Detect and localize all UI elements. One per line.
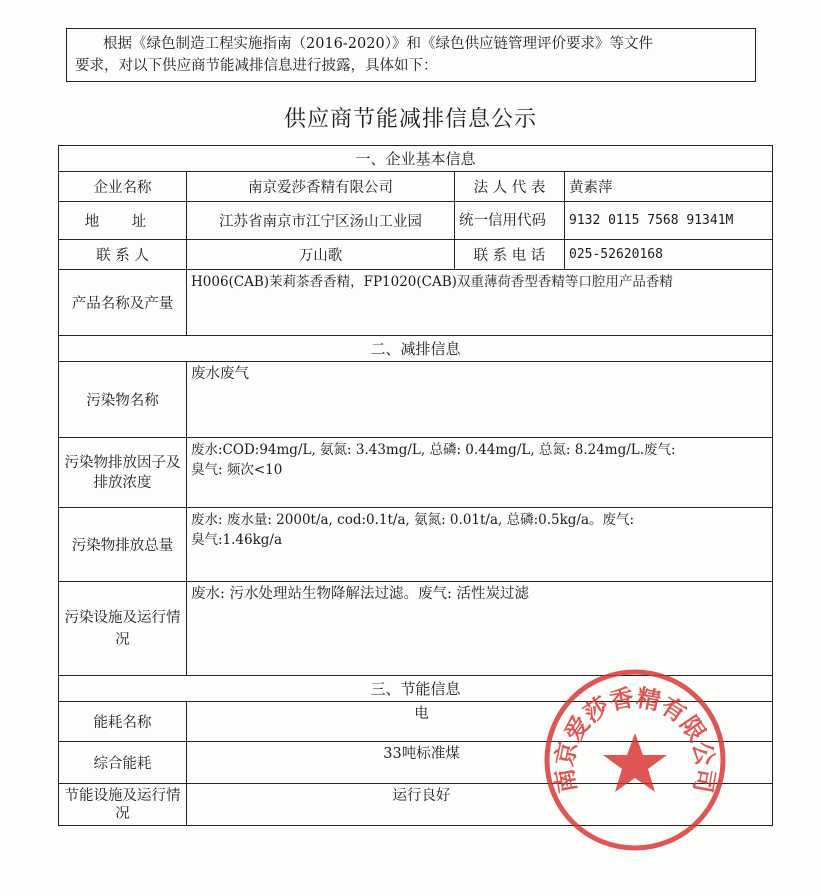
seal-text: 南京爱莎香精有限公司 [549, 682, 721, 796]
intro-line-2: 要求，对以下供应商节能减排信息进行披露，具体如下： [75, 58, 438, 74]
energy-name-value: 电 [187, 702, 773, 742]
energy-name-label: 能耗名称 [59, 702, 187, 742]
saving-facility-value: 运行良好 [187, 784, 773, 826]
credit-code-value: 9132 0115 7568 91341M [565, 202, 773, 240]
emission-factor-cell [187, 438, 773, 508]
product-label: 产品名称及产量 [59, 270, 187, 336]
total-emission-line-2: 臭气:1.46kg/a [191, 532, 283, 548]
total-emission-cell [187, 508, 773, 582]
address-value: 江苏省南京市江宁区汤山工业园 [187, 202, 455, 240]
legal-rep-value: 黄素萍 [565, 172, 773, 202]
phone-value: 025-52620168 [565, 240, 773, 270]
product-value: H006(CAB)茉莉茶香香精，FP1020(CAB)双重薄荷香型香精等口腔用产品香精 [187, 270, 773, 336]
legal-rep-label: 法 人 代 表 [455, 172, 565, 202]
company-name-label: 企业名称 [59, 172, 187, 202]
emission-factor-line-1: 废水:COD:94mg/L, 氨氮: 3.43mg/L, 总磷: 0.44mg/L, 总氮: 8.24mg/L.废气: [191, 442, 676, 458]
pollutant-name-label: 污染物名称 [59, 362, 187, 438]
contact-label: 联 系 人 [59, 240, 187, 270]
company-seal [540, 665, 730, 855]
section-heading-basic: 一、企业基本信息 [59, 146, 773, 172]
emission-factor-line-2: 臭气: 频次<10 [191, 462, 283, 478]
emission-factor-label: 污染物排放因子及排放浓度 [59, 438, 187, 508]
credit-code-label: 统一信用代码 [455, 202, 565, 240]
company-name-value: 南京爱莎香精有限公司 [187, 172, 455, 202]
page-title: 供应商节能减排信息公示 [283, 107, 537, 132]
total-energy-label: 综合能耗 [59, 742, 187, 784]
seal-star-icon [603, 733, 667, 792]
phone-label: 联 系 电 话 [455, 240, 565, 270]
section-heading-energy: 三、节能信息 [59, 676, 773, 702]
address-label: 地 址 [59, 202, 187, 240]
section-heading-emission: 二、减排信息 [59, 336, 773, 362]
intro-box [66, 28, 756, 82]
saving-facility-label: 节能设施及运行情况 [59, 784, 187, 826]
total-energy-value: 33吨标准煤 [187, 742, 773, 784]
contact-value: 万山歌 [187, 240, 455, 270]
intro-line-1: 根据《绿色制造工程实施指南（2016-2020）》和《绿色供应链管理评价要求》等文件 [103, 36, 653, 52]
facility-value: 废水: 污水处理站生物降解法过滤。废气: 活性炭过滤 [187, 582, 773, 676]
total-emission-label: 污染物排放总量 [59, 508, 187, 582]
pollutant-name-value: 废水废气 [187, 362, 773, 438]
facility-label: 污染设施及运行情况 [59, 582, 187, 676]
total-emission-line-1: 废水: 废水量: 2000t/a, cod:0.1t/a, 氨氮: 0.01t/a, 总磷:0.5kg/a。废气: [191, 512, 635, 528]
